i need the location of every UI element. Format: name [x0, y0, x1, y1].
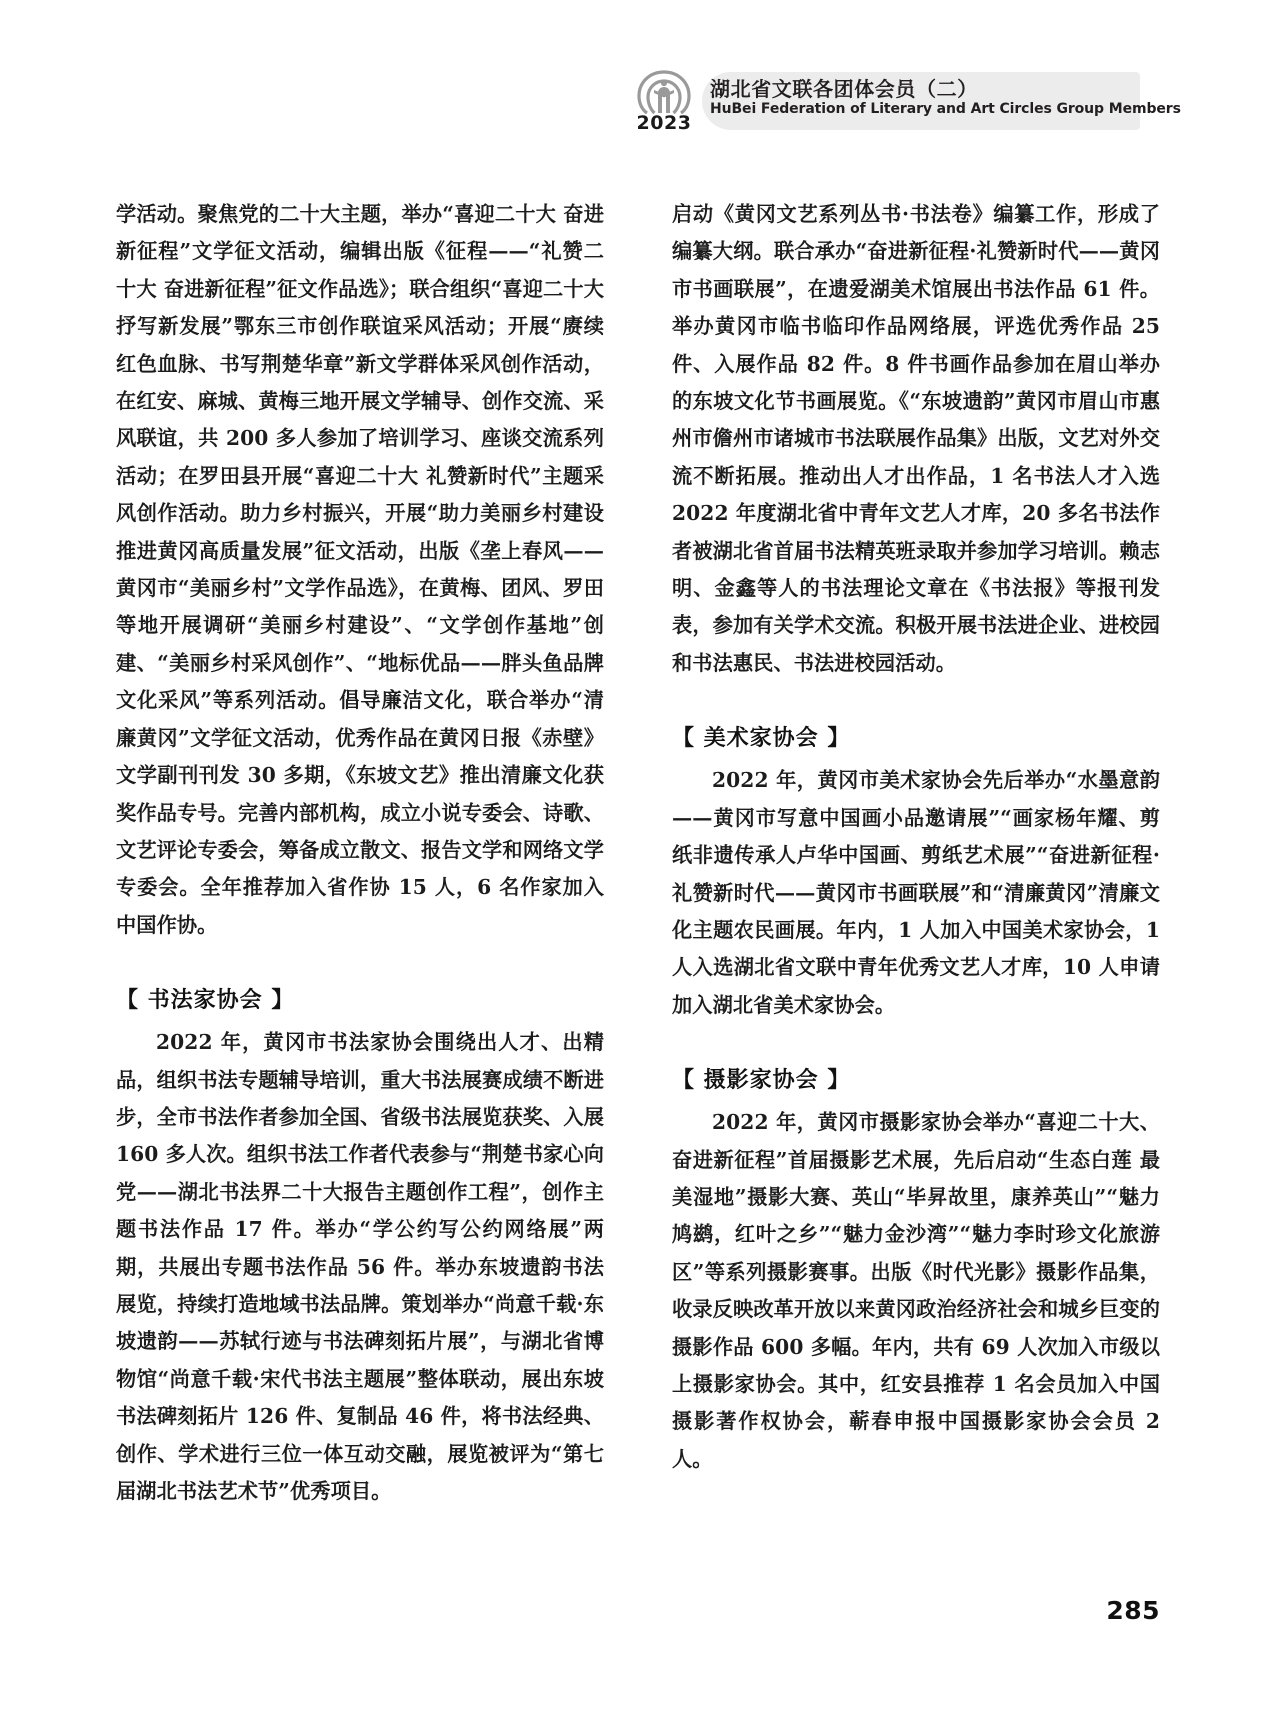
section-body-photography: 2022 年，黄冈市摄影家协会举办“喜迎二十大、奋进新征程”首届摄影艺术展，先后启动“生态白莲 最美湿地”摄影大赛、英山“毕昇故里，康养英山”“魅力鸠鹚，红叶之乡”“魅力金沙湾”“魅力李时珍文化旅游区”等系列摄影赛事。出版《时代光影》摄影作品集，收录反映改革开放以来黄冈政治经济社会和城乡巨变的摄影作品 600 多幅。年内，共有 69 人次加入市级以上摄影家协会。其中，红安县推荐 1 名会员加入中国摄影著作权协会，蕲春申报中国摄影家协会会员 2 人。	[672, 1110, 1160, 1471]
section-body-calligraphy: 2022 年，黄冈市书法家协会围绕出人才、出精品，组织书法专题辅导培训，重大书法展赛成绩不断进步，全市书法作者参加全国、省级书法展览获奖、入展 160 多人次。组织书法工作者代表参与“荆楚书家心向党——湖北书法界二十大报告主题创作工程”，创作主题书法作品 17 件。举办“学公约写公约网络展”两期，共展出专题书法作品 56 件。举办东坡遗韵书法展览，持续打造地域书法品牌。策划举办“尚意千载·东坡遗韵——苏轼行迹与书法碑刻拓片展”，与湖北省博物馆“尚意千载·宋代书法主题展”整体联动，展出东坡书法碑刻拓片 126 件、复制品 46 件，将书法经典、创作、学术进行三位一体互动交融，展览被评为“第七届湖北书法艺术节”优秀项目。	[116, 1030, 604, 1503]
header-title-cn: 湖北省文联各团体会员（二）	[710, 77, 978, 101]
right-continued-paragraph: 启动《黄冈文艺系列丛书·书法卷》编纂工作，形成了编纂大纲。联合承办“奋进新征程·礼赞新时代——黄冈市书画联展”，在遗爱湖美术馆展出书法作品 61 件。举办黄冈市临书临印作品网络展，评选优秀作品 25 件、入展作品 82 件。8 件书画作品参加在眉山举办的东坡文化节书画展览。《“东坡遗韵”黄冈市眉山市惠州市儋州市诸城市书法联展作品集》出版，文艺对外交流不断拓展。推动出人才出作品，1 名书法人才入选 2022 年度湖北省中青年文艺人才库，20 多名书法作者被湖北省首届书法精英班录取并参加学习培训。赖志明、金鑫等人的书法理论文章在《书法报》等报刊发表，参加有关学术交流。积极开展书法进企业、进校园和书法惠民、书法进校园活动。	[672, 202, 1160, 675]
page-number: 285	[1106, 1596, 1160, 1625]
section-body-fine-arts: 2022 年，黄冈市美术家协会先后举办“水墨意韵——黄冈市写意中国画小品邀请展”“画家杨年耀、剪纸非遗传承人卢华中国画、剪纸艺术展”“奋进新征程·礼赞新时代——黄冈市书画联展”和“清廉黄冈”清廉文化主题农民画展。年内，1 人加入中国美术家协会，1 人入选湖北省文联中青年优秀文艺人才库，10 人申请加入湖北省美术家协会。	[672, 768, 1160, 1017]
body-columns	[116, 196, 1160, 1510]
running-header	[628, 68, 1181, 134]
hubei-federation-emblem-icon	[636, 70, 692, 114]
section-heading-photography: 【 摄影家协会 】	[672, 1068, 851, 1094]
left-continued-paragraph: 学活动。聚焦党的二十大主题，举办“喜迎二十大 奋进新征程”文学征文活动，编辑出版《征程——“礼赞二十大 奋进新征程”征文作品选》；联合组织“喜迎二十大 抒写新发展”鄂东三市创作联谊采风活动；开展“赓续红色血脉、书写荆楚华章”新文学群体采风创作活动，在红安、麻城、黄梅三地开展文学辅导、创作交流、采风联谊，共 200 多人参加了培训学习、座谈交流系列活动；在罗田县开展“喜迎二十大 礼赞新时代”主题采风创作活动。助力乡村振兴，开展“助力美丽乡村建设 推进黄冈高质量发展”征文活动，出版《垄上春风——黄冈市“美丽乡村”文学作品选》，在黄梅、团风、罗田等地开展调研“美丽乡村建设”、“文学创作基地”创建、“美丽乡村采风创作”、“地标优品——胖头鱼品牌文化采风”等系列活动。倡导廉洁文化，联合举办“清廉黄冈”文学征文活动，优秀作品在黄冈日报《赤壁》文学副刊刊发 30 多期，《东坡文艺》推出清廉文化获奖作品专号。完善内部机构，成立小说专委会、诗歌、文艺评论专委会，筹备成立散文、报告文学和网络文学专委会。全年推荐加入省作协 15 人，6 名作家加入中国作协。	[116, 202, 604, 937]
section-heading-fine-arts: 【 美术家协会 】	[672, 726, 851, 752]
left-column	[116, 196, 604, 1510]
header-title-en: HuBei Federation of Literary and Art Circles Group Members	[710, 101, 1181, 117]
right-column	[672, 196, 1160, 1510]
header-year: 2023	[636, 112, 692, 134]
header-logo	[628, 70, 706, 134]
section-heading-calligraphy: 【 书法家协会 】	[116, 988, 295, 1014]
